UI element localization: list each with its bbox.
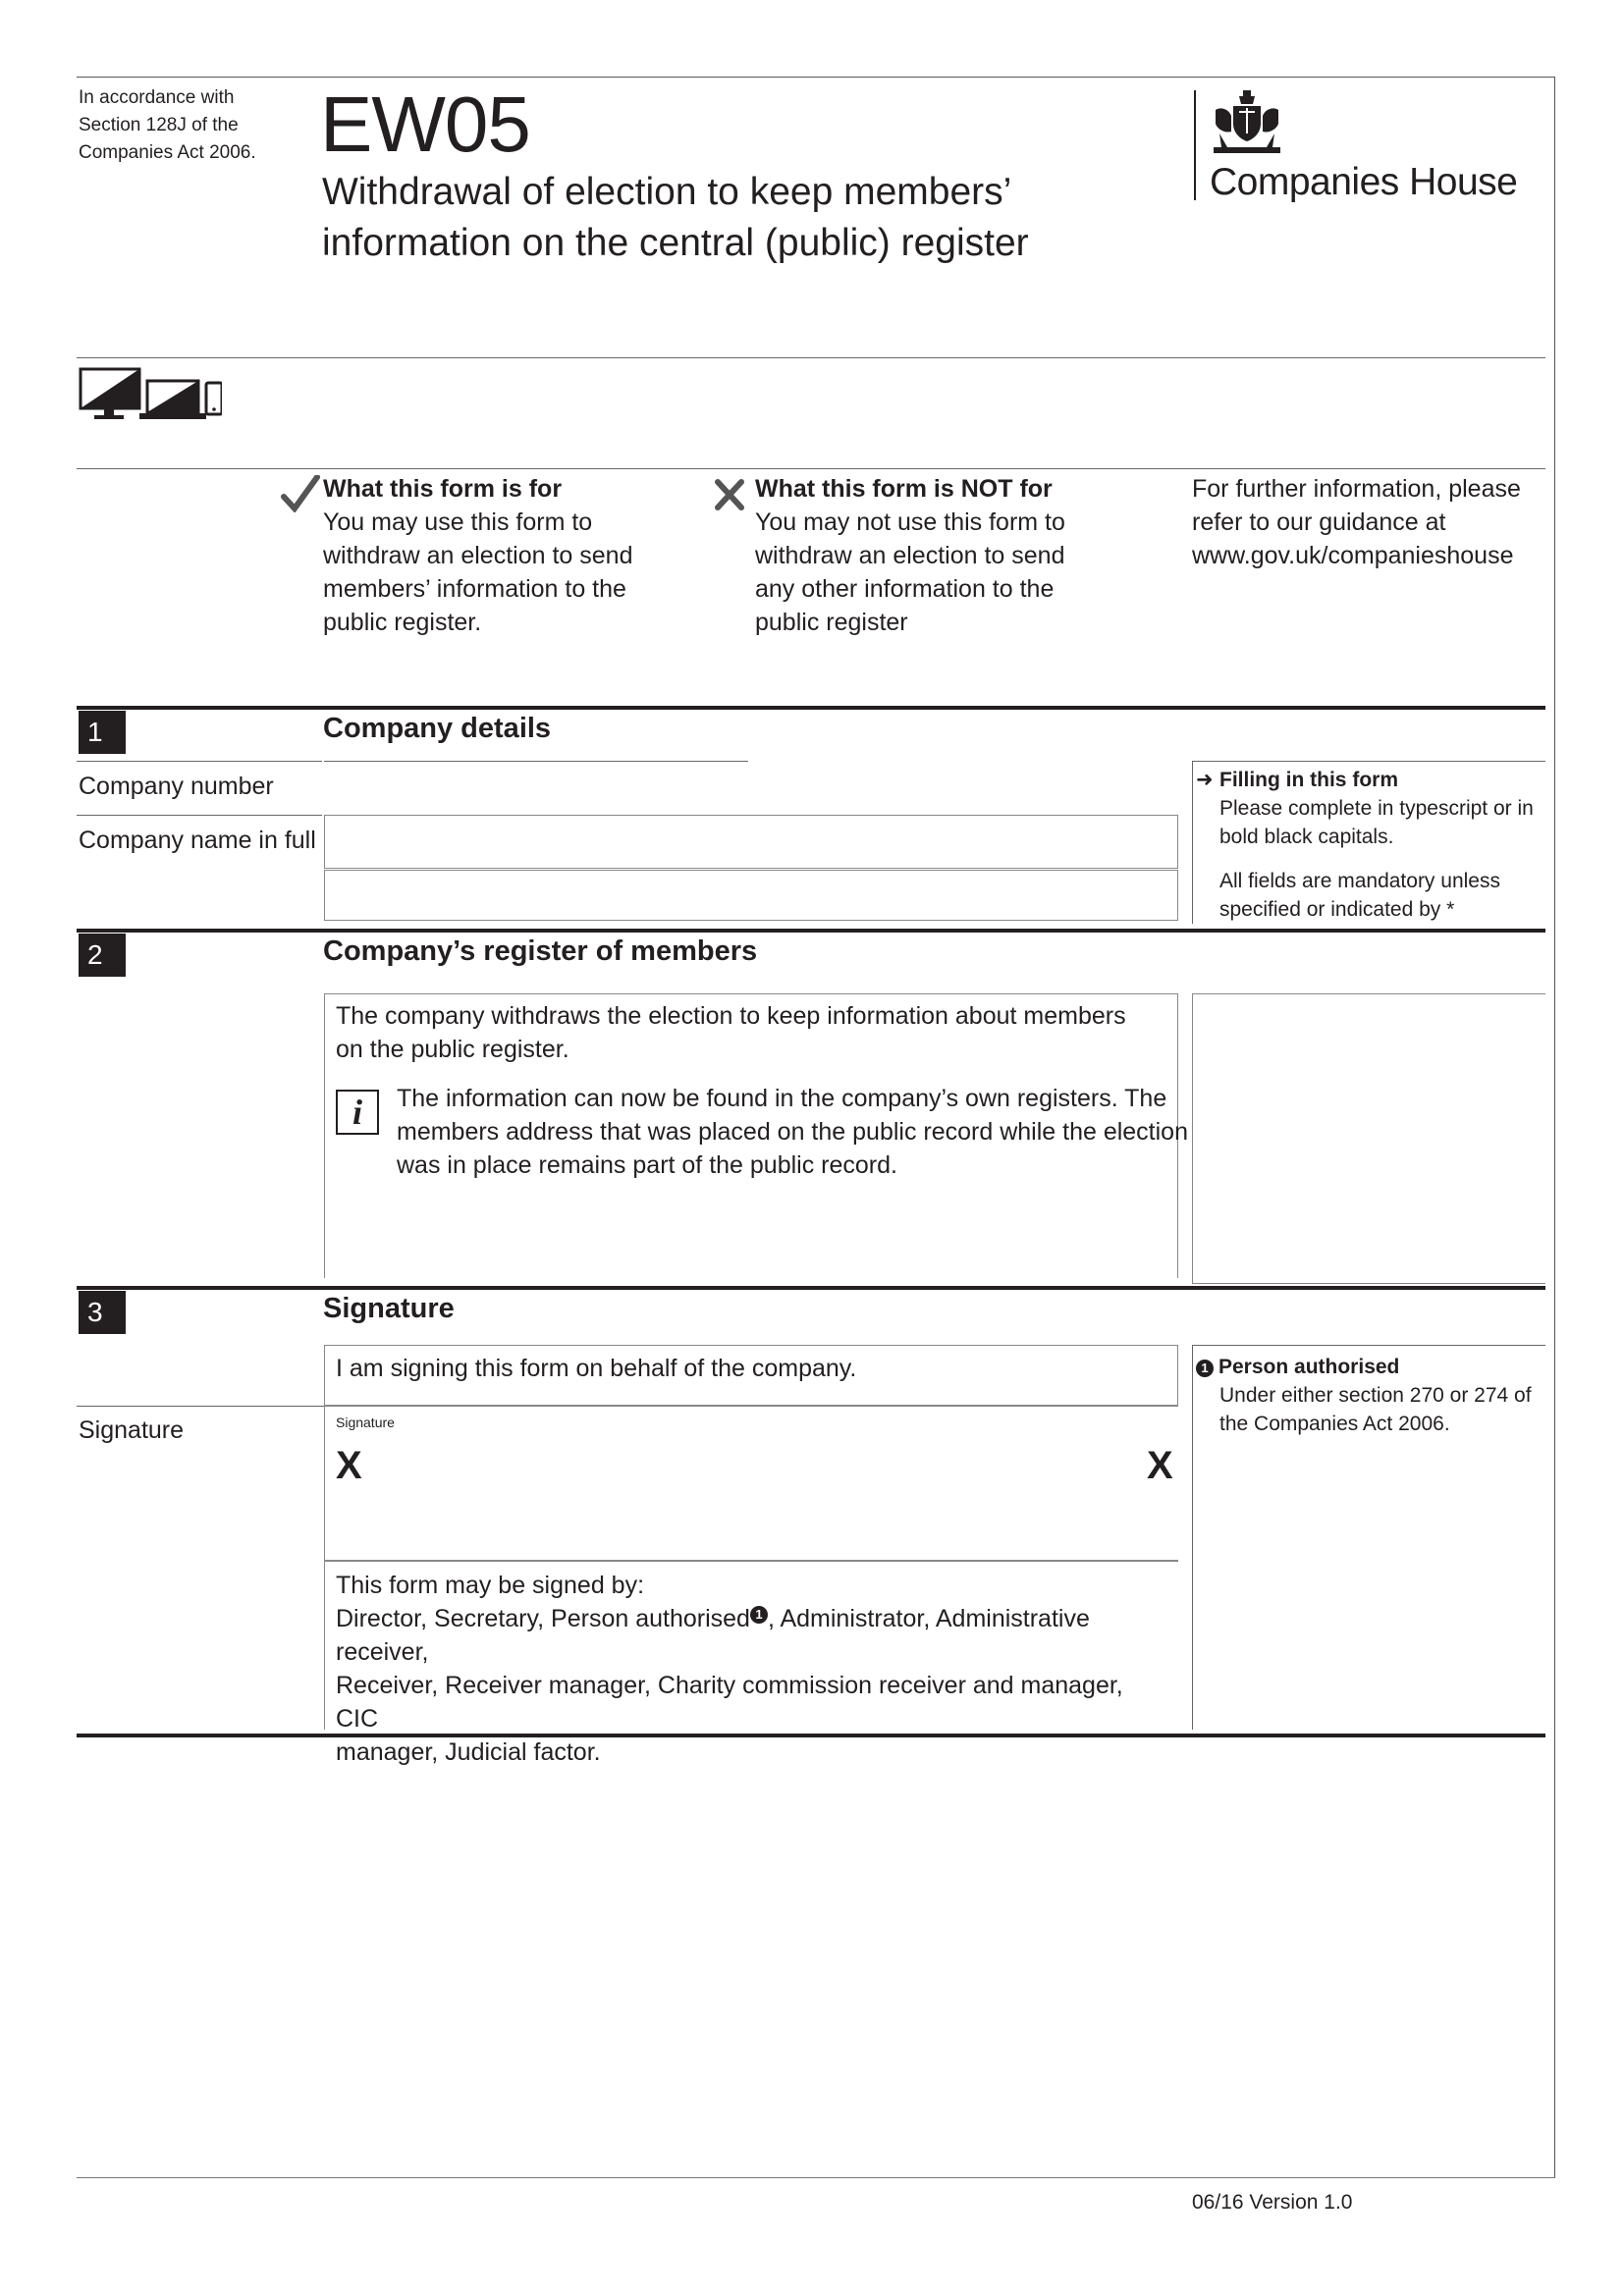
side-text-line: All fields are mandatory unless [1219, 870, 1500, 892]
form-title-line: Withdrawal of election to keep members’ [322, 171, 1012, 213]
side-rule [1192, 1345, 1545, 1346]
info-line: was in place remains part of the public record. [397, 1151, 897, 1179]
version-label: 06/16 Version 1.0 [1192, 2191, 1353, 2214]
info-icon: i [336, 1090, 379, 1135]
signed-by-heading: This form may be signed by: [336, 1572, 645, 1599]
further-information [1192, 472, 1521, 572]
for-heading: What this form is for [323, 475, 563, 503]
section-1-heading: Company details [323, 713, 552, 744]
side-heading: Person authorised [1218, 1356, 1400, 1378]
section-1-number: 1 [79, 711, 126, 754]
form-title-line: information on the central (public) register [322, 222, 1029, 264]
section-3-number: 3 [79, 1291, 126, 1334]
section-2-number: 2 [79, 934, 126, 977]
numbered-note-icon: 1 [1196, 1360, 1214, 1377]
legal-note [79, 84, 275, 167]
numbered-note-icon: 1 [750, 1606, 768, 1624]
side-divider [1192, 761, 1193, 924]
legal-note-line: Section 128J of the [79, 115, 239, 135]
legal-note-line: In accordance with [79, 87, 235, 108]
side-rule [1192, 761, 1545, 762]
label-rule [77, 761, 322, 762]
register-statement [336, 999, 1126, 1066]
logo-divider [1194, 90, 1196, 200]
brand-name: Companies House [1210, 161, 1518, 203]
section-end-rule [77, 1734, 1545, 1737]
not-for-text-line: withdraw an election to send [755, 542, 1065, 569]
guidance-link[interactable]: www.gov.uk/companieshouse [1192, 542, 1514, 569]
signature-label: Signature [79, 1416, 185, 1444]
not-for-text-line: public register [755, 609, 908, 636]
for-text-line: public register. [323, 609, 482, 636]
info-text-line: refer to our guidance at [1192, 508, 1446, 536]
statement-line: The company withdraws the election to keep information about members [336, 1002, 1126, 1030]
header-rule [77, 357, 1545, 358]
filling-in-this-form-note [1196, 766, 1545, 924]
company-number-label: Company number [79, 773, 274, 800]
signing-statement: I am signing this form on behalf of the company. [336, 1355, 857, 1382]
section-2-side-box [1192, 993, 1545, 1284]
what-this-form-is-not-for [755, 472, 1065, 639]
side-text-line: bold black capitals. [1219, 826, 1394, 848]
person-authorised-note [1196, 1353, 1545, 1438]
company-name-label: Company name in full [79, 827, 316, 854]
signed-by-text [336, 1569, 1170, 1769]
footer-rule [77, 2177, 1555, 2178]
section-3-heading: Signature [323, 1293, 455, 1324]
intro-rule [77, 468, 1545, 469]
digit-top-rule [324, 761, 748, 762]
for-text-line: You may use this form to [323, 508, 593, 536]
for-text-line: withdraw an election to send [323, 542, 633, 569]
side-heading: Filling in this form [1219, 769, 1398, 791]
company-name-input-line-2[interactable] [324, 870, 1178, 921]
label-rule [77, 815, 322, 816]
company-name-input-line-1[interactable] [324, 815, 1178, 869]
signed-by-line: Receiver, Receiver manager, Charity commission receiver and manager, CIC [336, 1672, 1123, 1733]
side-text-line: Under either section 270 or 274 of [1219, 1384, 1532, 1407]
signed-by-line: Director, Secretary, Person authorised [336, 1605, 750, 1632]
signature-end-x-mark: X [1147, 1444, 1173, 1487]
crest-icon [1210, 90, 1284, 159]
tick-icon [281, 475, 320, 512]
section-2-rule [77, 929, 1545, 933]
side-text-line: Please complete in typescript or in [1219, 797, 1534, 820]
arrow-right-icon: ➜ [1196, 769, 1214, 791]
not-for-text-line: You may not use this form to [755, 508, 1065, 536]
form-title [322, 167, 1029, 269]
section-2-heading: Company’s register of members [323, 935, 758, 967]
register-info [397, 1082, 1188, 1182]
what-this-form-is-for [323, 472, 632, 639]
form-code: EW05 [320, 80, 530, 168]
signature-start-x-mark: X [336, 1444, 362, 1487]
section-1-rule [77, 706, 1545, 710]
not-for-text-line: any other information to the [755, 575, 1055, 603]
label-rule [77, 1406, 324, 1407]
section-3-rule [77, 1286, 1545, 1290]
side-text-line: specified or indicated by * [1219, 898, 1455, 921]
signed-by-line: , Administrator, Administrative receiver, [336, 1605, 1090, 1666]
info-line: members address that was placed on the public record while the election [397, 1118, 1188, 1146]
not-for-heading: What this form is NOT for [755, 475, 1053, 503]
info-line: The information can now be found in the company’s own registers. The [397, 1085, 1167, 1112]
cross-icon [714, 478, 745, 511]
legal-note-line: Companies Act 2006. [79, 142, 256, 163]
signed-by-line: manager, Judicial factor. [336, 1738, 601, 1766]
devices-icon [79, 365, 222, 422]
info-text-line: For further information, please [1192, 475, 1521, 503]
statement-line: on the public register. [336, 1036, 569, 1063]
signature-field[interactable] [324, 1406, 1178, 1561]
side-text-line: the Companies Act 2006. [1219, 1413, 1450, 1435]
for-text-line: members’ information to the [323, 575, 626, 603]
side-divider [1192, 1345, 1193, 1730]
signature-field-label: Signature [336, 1415, 395, 1430]
